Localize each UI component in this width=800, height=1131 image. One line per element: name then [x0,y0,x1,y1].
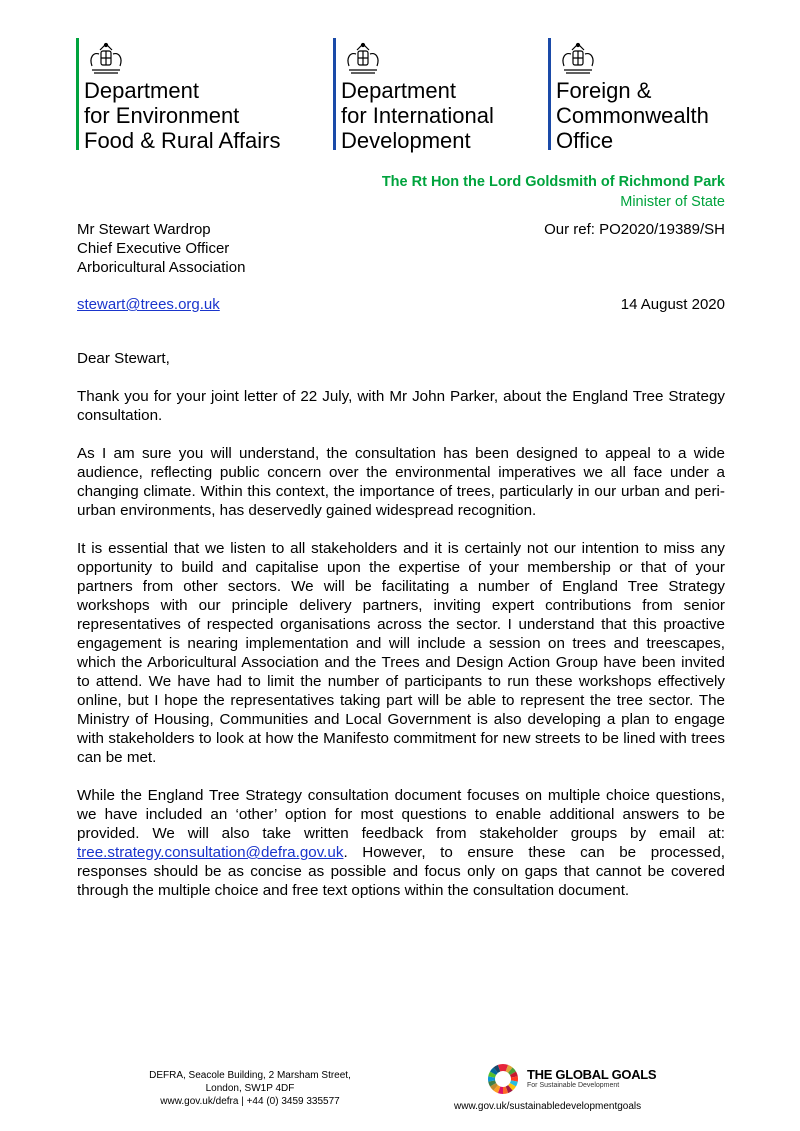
fco-name-line1: Foreign & [556,78,652,103]
royal-coat-of-arms-icon [341,40,385,78]
recipient-email-link[interactable]: stewart@trees.org.uk [77,296,220,313]
our-reference: Our ref: PO2020/19389/SH [544,221,725,238]
dfid-name-line1: Department [341,78,456,103]
footer-address [130,1069,370,1108]
fco-name-line2: Commonwealth [556,103,709,128]
minister-block [382,172,725,212]
consultation-email-link[interactable]: tree.strategy.consultation@defra.gov.uk [77,844,344,861]
letter-date: 14 August 2020 [620,296,725,313]
paragraph-4 [77,786,725,900]
paragraph-3: It is essential that we listen to all stakeholders and it is certainly not our intention to miss any opportunity to build and capitalise upon the expertise of your membership or that of your partners from other sectors. We will be facilitating a number of England Tree Strategy workshops with our principle delivery partners, inviting expert contributions from senior representatives of respected organisations across the sector. I understand that this proactive engagement is nearing implementation and will include a session on trees and treescapes, which the Arboricultural Association and the Trees and Design Action Group have been invited to attend. We have had to limit the number of participants to run these workshops effectively online, but I hope the representatives taking part will be able to represent the tree sector. The Ministry of Housing, Communities and Local Government is also developing a plan to engage with stakeholders to look at how the Manifesto commitment for new streets to be lined with trees can be met. [77,540,725,766]
defra-name [84,78,280,153]
recipient-title: Chief Executive Officer [77,240,230,257]
footer-address-line3: www.gov.uk/defra | +44 (0) 3459 335577 [160,1096,340,1107]
global-goals-subtitle: For Sustainable Development [527,1082,620,1089]
paragraph-1: Thank you for your joint letter of 22 July, with Mr John Parker, about the England Tree Strategy consultation. [77,388,725,424]
paragraph-4-text-after: . However, to ensure these can be processed, responses should be as concise as possible and focus only on gaps that cannot be covered through the multiple choice and free text options within the consultation document. [77,844,725,899]
minister-role: Minister of State [620,194,725,210]
fco-name [556,78,709,153]
recipient-address [77,220,245,277]
dfid-brand-bar [333,38,336,150]
footer-address-line1: DEFRA, Seacole Building, 2 Marsham Street, [149,1070,351,1081]
letter-body [77,349,725,919]
defra-name-line3: Food & Rural Affairs [84,128,281,153]
fco-brand-bar [548,38,551,150]
royal-coat-of-arms-icon [84,40,128,78]
minister-name: The Rt Hon the Lord Goldsmith of Richmond Park [381,174,725,190]
sdg-wheel-icon [487,1063,519,1095]
dfid-name [341,78,494,153]
dfid-name-line3: Development [341,128,471,153]
recipient-name: Mr Stewart Wardrop [77,221,211,238]
defra-name-line1: Department [84,78,199,103]
recipient-organisation: Arboricultural Association [77,259,246,276]
royal-coat-of-arms-icon [556,40,600,78]
salutation: Dear Stewart, [77,350,170,367]
global-goals-url: www.gov.uk/sustainabledevelopmentgoals [454,1101,642,1112]
dfid-name-line2: for International [341,103,494,128]
paragraph-2: As I am sure you will understand, the consultation has been designed to appeal to a wide audience, reflecting public concern over the environmental imperatives we all face under a changing climate. Within this context, the importance of trees, particularly in our urban and peri-urban environments, has deservedly gained widespread recognition. [77,445,725,519]
global-goals-title: THE GLOBAL GOALS [527,1067,657,1082]
paragraph-4-text-before: While the England Tree Strategy consultation document focuses on multiple choice questions, we have included an ‘other’ option for most questions to enable additional answers to be provided. We will also take written feedback from stakeholder groups by email at: [77,787,725,842]
fco-name-line3: Office [556,128,614,153]
defra-name-line2: for Environment [84,103,240,128]
footer-address-line2: London, SW1P 4DF [205,1083,295,1094]
defra-brand-bar [76,38,79,150]
